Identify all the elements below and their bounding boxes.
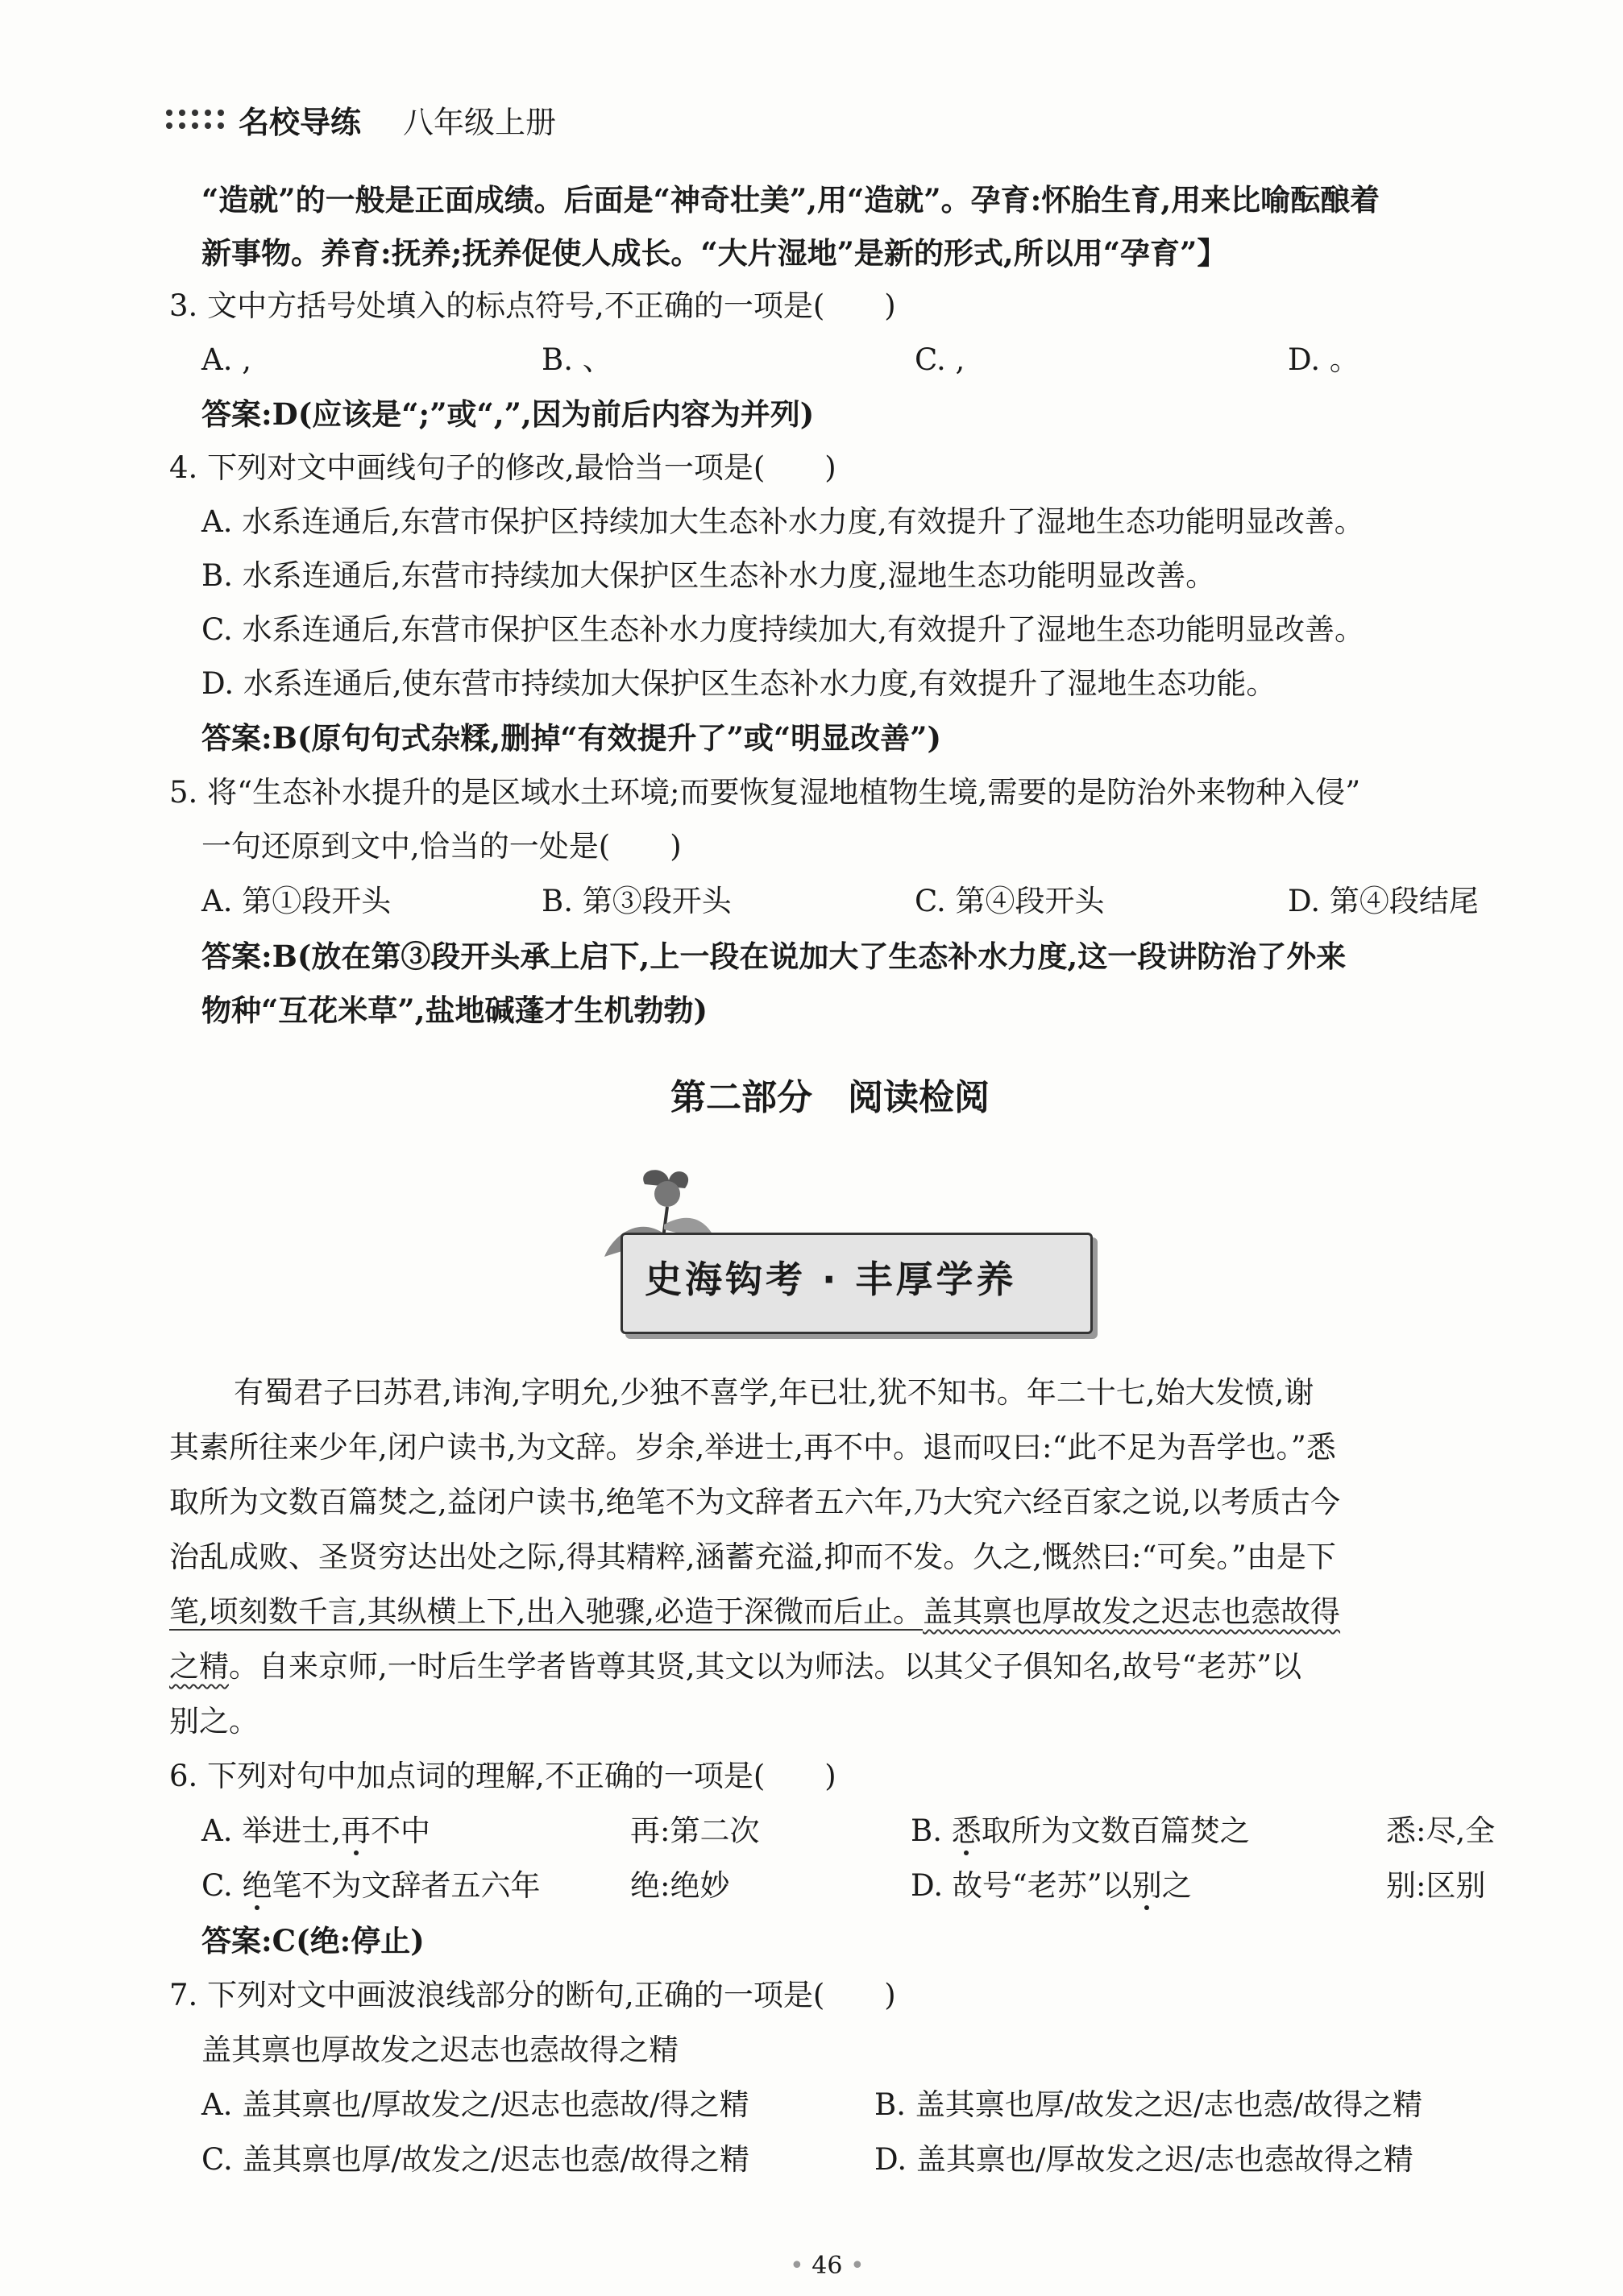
q6-gloss-d: 别:区别 <box>1386 1868 1486 1903</box>
q5-stem-line2: 一句还原到文中,恰当的一处是( ) <box>201 829 682 864</box>
header-dots-icon <box>166 105 229 140</box>
q7-option-b: B. 盖其禀也厚/故发之迟/志也悫/故得之精 <box>874 2087 1423 2122</box>
q3-option-a: A. , <box>201 342 252 377</box>
passage-line5 <box>169 1593 1340 1631</box>
section-banner <box>588 1160 1104 1345</box>
q3-option-d: D. 。 <box>1288 342 1359 377</box>
q5-stem-line1: 5. 将“生态补水提升的是区域水土环境;而要恢复湿地植物生境,需要的是防治外来物种入侵” <box>169 775 1361 810</box>
q4-option-a: A. 水系连通后,东营市保护区持续加大生态补水力度,有效提升了湿地生态功能明显改善。 <box>201 504 1364 539</box>
q6-answer: 答案:C(绝:停止) <box>201 1923 425 1958</box>
q3-option-c: C. , <box>915 342 965 377</box>
q6-gloss-a: 再:第二次 <box>630 1813 760 1848</box>
banner-title: 史海钩考 · 丰厚学养 <box>645 1258 1017 1301</box>
q5-answer-line2: 物种“互花米草”,盐地碱蓬才生机勃勃) <box>201 993 708 1028</box>
section-title: 第二部分 阅读检阅 <box>670 1077 990 1118</box>
q6-gloss-c: 绝:绝妙 <box>630 1868 730 1903</box>
q7-option-c: C. 盖其禀也厚/故发之/迟志也悫/故得之精 <box>201 2142 749 2177</box>
dotted-word: 别 <box>1132 1867 1162 1905</box>
q7-option-a: A. 盖其禀也/厚故发之/迟志也悫故/得之精 <box>201 2087 749 2122</box>
q6-gloss-b: 悉:尽,全 <box>1386 1813 1496 1848</box>
header-brand: 名校导练 <box>239 105 362 140</box>
answer-continued-line2: 新事物。养育:抚养;抚养促使人成长。“大片湿地”是新的形式,所以用“孕育”】 <box>201 235 1227 271</box>
q5-option-d: D. 第④段结尾 <box>1288 884 1479 918</box>
q6-option-d: D. 故号“老苏”以别之 <box>911 1867 1192 1905</box>
wavy-sentence-part1: 盖其禀也厚故发之迟志也悫故得 <box>923 1594 1341 1629</box>
q4-stem: 4. 下列对文中画线句子的修改,最恰当一项是( ) <box>169 450 836 485</box>
q4-answer: 答案:B(原句句式杂糅,删掉“有效提升了”或“明显改善”) <box>201 720 941 756</box>
passage-line1: 有蜀君子曰苏君,讳洵,字明允,少独不喜学,年已壮,犹不知书。年二十七,始大发愤,谢 <box>234 1375 1314 1410</box>
q5-option-a: A. 第①段开头 <box>201 884 392 918</box>
passage-line4: 治乱成败、圣贤穷达出处之际,得其精粹,涵蓄充溢,抑而不发。久之,慨然曰:“可矣。”由是下 <box>169 1540 1336 1574</box>
q4-option-c: C. 水系连通后,东营市保护区生态补水力度持续加大,有效提升了湿地生态功能明显改善。 <box>201 612 1365 647</box>
q6-option-a: A. 举进士,再不中 <box>201 1812 430 1850</box>
q3-option-b: B. 、 <box>542 342 612 377</box>
dotted-word: 悉 <box>952 1812 982 1850</box>
q3-stem: 3. 文中方括号处填入的标点符号,不正确的一项是( ) <box>169 288 896 323</box>
q7-sentence: 盖其禀也厚故发之迟志也悫故得之精 <box>201 2033 679 2067</box>
passage-line7: 别之。 <box>169 1704 259 1739</box>
underlined-sentence: 笔,顷刻数千言,其纵横上下,出入驰骤,必造于深微而后止。 <box>169 1594 924 1629</box>
q6-stem: 6. 下列对句中加点词的理解,不正确的一项是( ) <box>169 1759 836 1793</box>
dotted-word: 绝 <box>243 1867 272 1905</box>
q5-option-b: B. 第③段开头 <box>542 884 732 918</box>
q5-option-c: C. 第④段开头 <box>915 884 1105 918</box>
q3-answer: 答案:D(应该是“;”或“,”,因为前后内容为并列) <box>201 396 815 432</box>
page-number: • 46 • <box>790 2252 865 2280</box>
q7-stem: 7. 下列对文中画波浪线部分的断句,正确的一项是( ) <box>169 1978 896 2012</box>
passage-line6-rest: 。自来京师,一时后生学者皆尊其贤,其文以为师法。以其父子俱知名,故号“老苏”以 <box>229 1649 1302 1684</box>
q5-answer-line1: 答案:B(放在第③段开头承上启下,上一段在说加大了生态补水力度,这一段讲防治了外来 <box>201 939 1347 974</box>
header-grade: 八年级上册 <box>403 105 557 140</box>
answer-continued-line1: “造就”的一般是正面成绩。后面是“神奇壮美”,用“造就”。孕育:怀胎生育,用来比喻酝酿着 <box>201 182 1380 218</box>
wavy-sentence-part2: 之精 <box>169 1649 229 1684</box>
passage-line2: 其素所往来少年,闭户读书,为文辞。岁余,举进士,再不中。退而叹曰:“此不足为吾学也。”悉 <box>169 1430 1336 1465</box>
q4-option-d: D. 水系连通后,使东营市持续加大保护区生态补水力度,有效提升了湿地生态功能。 <box>201 666 1276 701</box>
q6-option-c: C. 绝笔不为文辞者五六年 <box>201 1867 541 1905</box>
passage-line3: 取所为文数百篇焚之,益闭户读书,绝笔不为文辞者五六年,乃大究六经百家之说,以考质古今 <box>169 1485 1341 1519</box>
dotted-word: 再 <box>341 1812 371 1850</box>
q4-option-b: B. 水系连通后,东营市持续加大保护区生态补水力度,湿地生态功能明显改善。 <box>201 558 1216 593</box>
q6-option-b: B. 悉取所为文数百篇焚之 <box>911 1812 1250 1850</box>
passage-line6 <box>169 1647 1301 1686</box>
q7-option-d: D. 盖其禀也/厚故发之迟/志也悫故得之精 <box>874 2142 1413 2177</box>
